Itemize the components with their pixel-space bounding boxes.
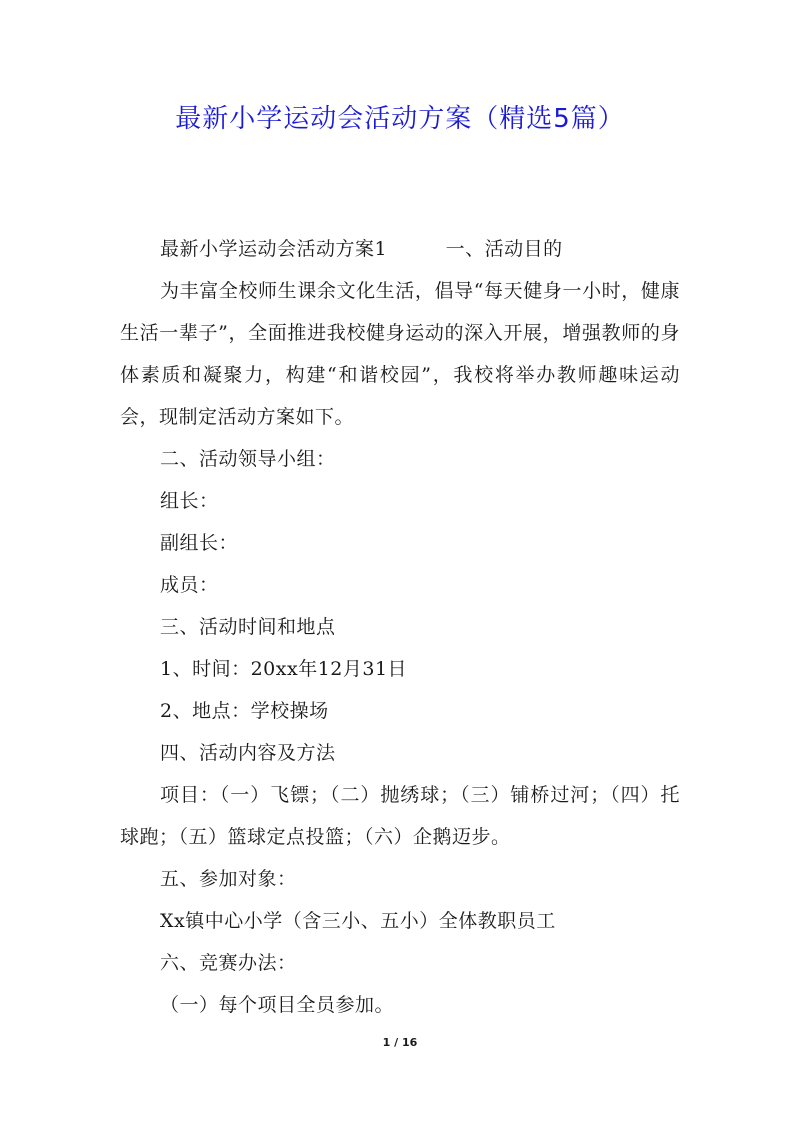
paragraph-time-place: 三、活动时间和地点 bbox=[160, 616, 336, 638]
paragraph-members: 成员： bbox=[160, 574, 219, 596]
paragraph-rules-heading: 六、竞赛办法： bbox=[160, 952, 297, 974]
paragraph-deputy-leader: 副组长： bbox=[160, 532, 239, 554]
paragraph-leader: 组长： bbox=[160, 490, 219, 512]
paragraph-place: 2、地点：学校操场 bbox=[160, 700, 329, 722]
paragraph-participants: Xx镇中心小学（含三小、五小）全体教职员工 bbox=[160, 910, 556, 932]
paragraph-purpose: 为丰富全校师生课余文化生活，倡导“每天健身一小时，健康生活一辈子”，全面推进我校健身运动的深入开展，增强教师的身体素质和凝聚力，构建“和谐校园”，我校将举办教师趣味运动会，现制定活动方案如下。 bbox=[120, 280, 680, 428]
document-title: 最新小学运动会活动方案（精选5篇） bbox=[175, 104, 625, 134]
paragraph-rule-1: （一）每个项目全员参加。 bbox=[160, 994, 395, 1016]
paragraph-heading-1: 最新小学运动会活动方案1 一、活动目的 bbox=[160, 238, 563, 260]
paragraph-content-method: 四、活动内容及方法 bbox=[160, 742, 336, 764]
paragraph-participants-heading: 五、参加对象： bbox=[160, 868, 297, 890]
document-body bbox=[120, 228, 680, 1026]
paragraph-events: 项目：（一）飞镖；（二）抛绣球；（三）铺桥过河；（四）托球跑；（五）篮球定点投篮；（六）企鹅迈步。 bbox=[120, 784, 680, 848]
paragraph-time: 1、时间：20xx年12月31日 bbox=[160, 658, 408, 680]
paragraph-leadership: 二、活动领导小组： bbox=[160, 448, 336, 470]
page-number: 1 / 16 bbox=[382, 1036, 418, 1049]
